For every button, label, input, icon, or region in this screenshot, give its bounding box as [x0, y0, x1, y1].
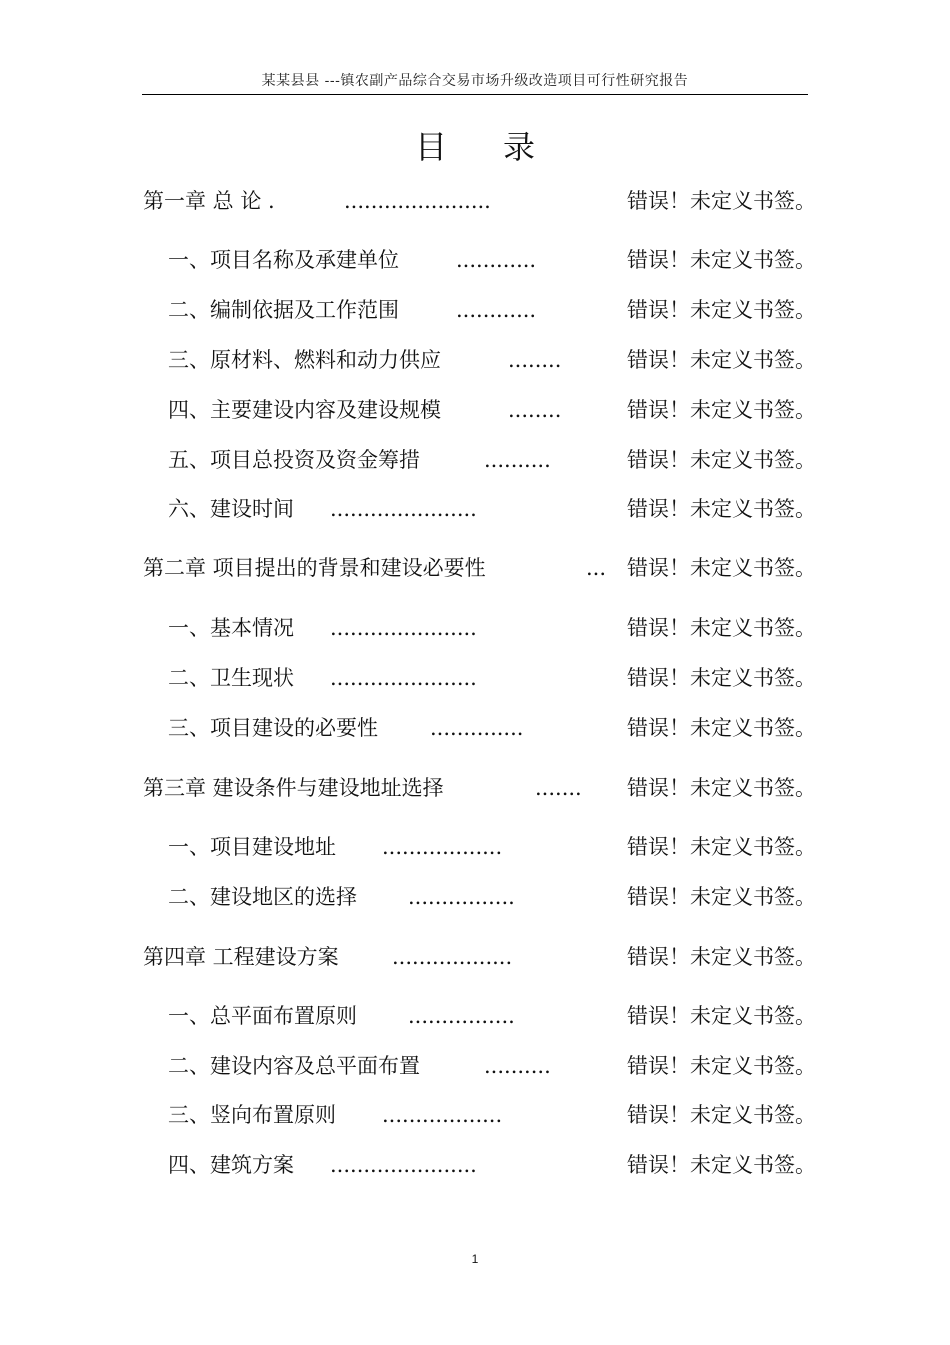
- toc-entry-section[interactable]: [0, 295, 950, 325]
- toc-page-ref: 错误！未定义书签。: [627, 448, 816, 472]
- toc-entry-label: 二、建设地区的选择: [168, 885, 357, 909]
- toc-entry-label: 二、编制依据及工作范围: [168, 298, 399, 322]
- toc-page-ref: 错误！未定义书签。: [627, 885, 816, 909]
- toc-leader-dots: ........: [508, 398, 562, 422]
- toc-entry-label: 一、项目名称及承建单位: [168, 248, 399, 272]
- toc-entry-label: 五、项目总投资及资金筹措: [168, 448, 420, 472]
- toc-entry-label: 第四章 工程建设方案: [143, 945, 339, 969]
- toc-entry-section[interactable]: [0, 1051, 950, 1081]
- toc-leader-dots: ......................: [330, 497, 477, 521]
- toc-entry-section[interactable]: [0, 445, 950, 475]
- toc-leader-dots: ..................: [382, 835, 503, 859]
- toc-entry-section[interactable]: [0, 345, 950, 375]
- toc-page-ref: 错误！未定义书签。: [627, 716, 816, 740]
- toc-entry-label: 第二章 项目提出的背景和建设必要性: [143, 556, 486, 580]
- running-header: 某某县县 ---镇农副产品综合交易市场升级改造项目可行性研究报告: [261, 73, 689, 89]
- toc-entry-label: 三、项目建设的必要性: [168, 716, 378, 740]
- toc-entry-chapter-4[interactable]: [0, 942, 950, 972]
- toc-page-ref: 错误！未定义书签。: [627, 776, 816, 800]
- toc-entry-label: 第三章 建设条件与建设地址选择: [143, 776, 444, 800]
- toc-entry-section[interactable]: [0, 613, 950, 643]
- toc-entry-label: 六、建设时间: [168, 497, 294, 521]
- toc-entry-section[interactable]: [0, 832, 950, 862]
- toc-entry-section[interactable]: [0, 1150, 950, 1180]
- toc-entry-chapter-2[interactable]: [0, 553, 950, 583]
- toc-leader-dots: ..................: [392, 945, 513, 969]
- toc-entry-section[interactable]: [0, 245, 950, 275]
- toc-page-ref: 错误！未定义书签。: [627, 1004, 816, 1028]
- toc-entry-section[interactable]: [0, 395, 950, 425]
- toc-leader-dots: ......................: [330, 1153, 477, 1177]
- toc-entry-label: 一、项目建设地址: [168, 835, 336, 859]
- toc-entry-label: 四、建筑方案: [168, 1153, 294, 1177]
- toc-leader-dots: ...: [586, 556, 607, 580]
- toc-page-ref: 错误！未定义书签。: [627, 1153, 816, 1177]
- toc-entry-section[interactable]: [0, 882, 950, 912]
- toc-leader-dots: ............: [456, 248, 537, 272]
- toc-entry-label: 二、建设内容及总平面布置: [168, 1054, 420, 1078]
- toc-entry-section[interactable]: [0, 1100, 950, 1130]
- toc-page-ref: 错误！未定义书签。: [627, 666, 816, 690]
- toc-leader-dots: ................: [408, 885, 515, 909]
- toc-page-ref: 错误！未定义书签。: [627, 248, 816, 272]
- toc-entry-label: 三、竖向布置原则: [168, 1103, 336, 1127]
- header-divider: [142, 94, 808, 95]
- toc-page-ref: 错误！未定义书签。: [627, 616, 816, 640]
- toc-page-ref: 错误！未定义书签。: [627, 398, 816, 422]
- toc-page-ref: 错误！未定义书签。: [627, 556, 816, 580]
- toc-leader-dots: ......................: [344, 189, 491, 213]
- toc-leader-dots: ......................: [330, 616, 477, 640]
- toc-page-ref: 错误！未定义书签。: [627, 189, 816, 213]
- toc-leader-dots: ............: [456, 298, 537, 322]
- toc-leader-dots: ........: [508, 348, 562, 372]
- toc-leader-dots: ..............: [430, 716, 524, 740]
- page-number: 1: [471, 1252, 479, 1266]
- toc-page-ref: 错误！未定义书签。: [627, 835, 816, 859]
- toc-page-ref: 错误！未定义书签。: [627, 1054, 816, 1078]
- toc-page-ref: 错误！未定义书签。: [627, 945, 816, 969]
- toc-leader-dots: .......: [535, 776, 582, 800]
- toc-leader-dots: ..........: [484, 448, 551, 472]
- toc-entry-chapter-1[interactable]: [0, 186, 950, 216]
- toc-entry-label: 第一章 总 论 .: [143, 189, 275, 213]
- toc-entry-label: 四、主要建设内容及建设规模: [168, 398, 441, 422]
- toc-entry-section[interactable]: [0, 1001, 950, 1031]
- toc-entry-chapter-3[interactable]: [0, 773, 950, 803]
- toc-entry-label: 三、原材料、燃料和动力供应: [168, 348, 441, 372]
- toc-page-ref: 错误！未定义书签。: [627, 348, 816, 372]
- toc-leader-dots: ......................: [330, 666, 477, 690]
- toc-entry-section[interactable]: [0, 713, 950, 743]
- toc-page-ref: 错误！未定义书签。: [627, 1103, 816, 1127]
- toc-page-ref: 错误！未定义书签。: [627, 298, 816, 322]
- toc-page-ref: 错误！未定义书签。: [627, 497, 816, 521]
- toc-leader-dots: ..................: [382, 1103, 503, 1127]
- toc-entry-section[interactable]: [0, 494, 950, 524]
- toc-leader-dots: ................: [408, 1004, 515, 1028]
- toc-entry-section[interactable]: [0, 663, 950, 693]
- toc-entry-label: 一、总平面布置原则: [168, 1004, 357, 1028]
- toc-entry-label: 一、基本情况: [168, 616, 294, 640]
- toc-title: 目录: [414, 128, 591, 166]
- toc-entry-label: 二、卫生现状: [168, 666, 294, 690]
- toc-leader-dots: ..........: [484, 1054, 551, 1078]
